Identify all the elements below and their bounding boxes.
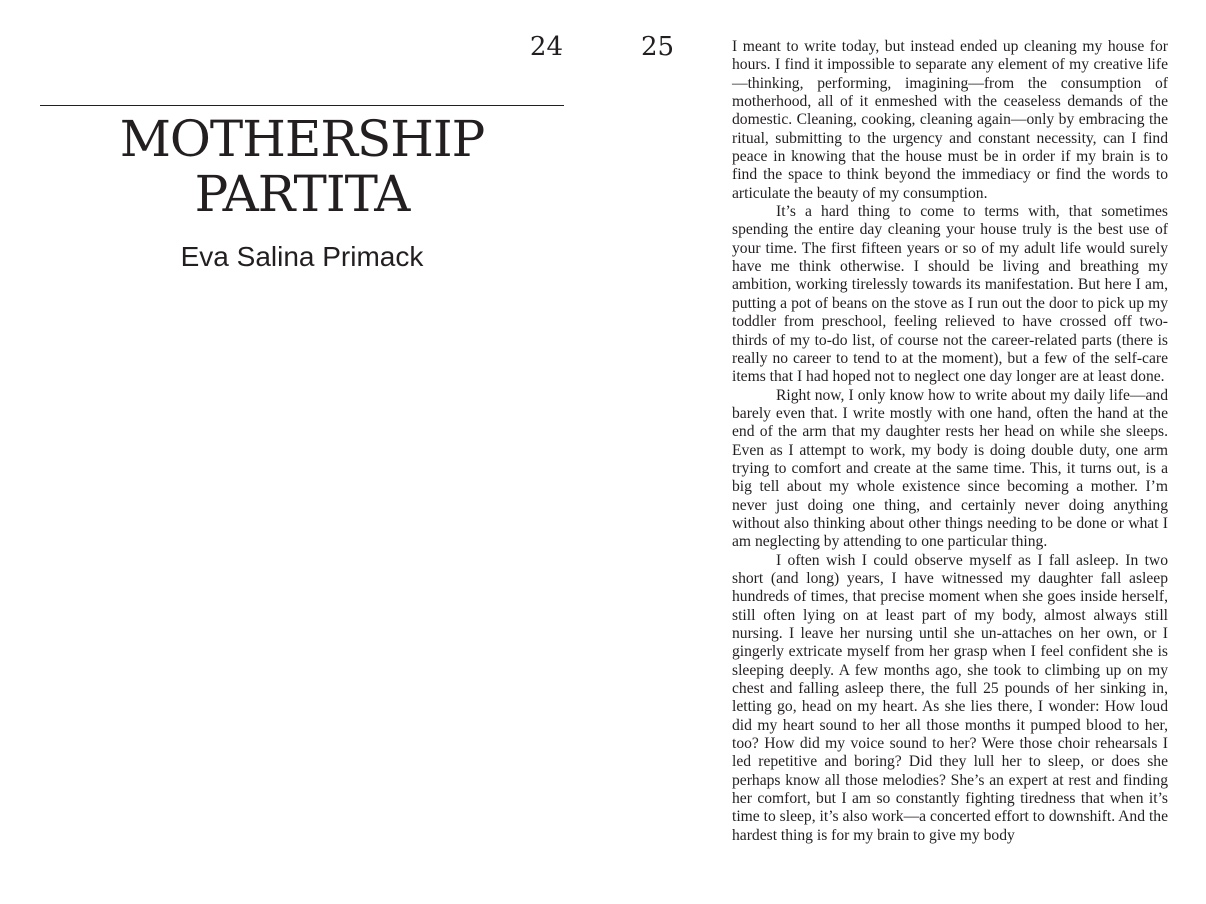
right-page bbox=[603, 0, 1206, 904]
chapter-title-line-2: PARTITA bbox=[194, 165, 410, 223]
paragraph: Right now, I only know how to write about my daily life—and barely even that. I write mostly with one hand, often the hand at the end of the arm that my daughter rests her head on while she sleeps. Even as I attempt to work, my body is doing double duty, one arm trying to comfort and create at the same time. This, it turns out, is a big tell about my whole existence since becoming a mother. I’m never just doing one thing, and certainly never doing anything without also thinking about other things needing to be done or what I am neglecting by attending to one particular thing. bbox=[732, 386, 1168, 551]
page-number-left: 24 bbox=[529, 32, 563, 62]
title-rule bbox=[40, 105, 564, 106]
paragraph: I meant to write today, but instead ended up cleaning my house for hours. I find it impossible to separate any element of my creative life—thinking, performing, imagining—from the consumption of motherhood, all of it enmeshed with the ceaseless demands of the domestic. Cleaning, cooking, cleaning again—only by embracing the ritual, submitting to the urgency and constant necessity, can I find peace in knowing that the house must be in order if my brain is to find the space to think beyond the immediacy or find the words to articulate the beauty of my consumption. bbox=[732, 38, 1168, 202]
page-number-right: 25 bbox=[641, 32, 675, 62]
author-name: Eva Salina Primack bbox=[180, 241, 424, 272]
chapter-title bbox=[40, 112, 564, 222]
paragraph: I often wish I could observe myself as I fall asleep. In two short (and long) years, I have witnessed my daughter fall asleep hundreds of times, that precise moment when she goes inside herself, still often lying on at least part of my body, almost always still nursing. I leave her nursing until she un-attaches on her own, or I gingerly extricate myself from her grasp when I feel confident she is sleeping deeply. A few months ago, she took to climbing up on my chest and falling asleep there, the full 25 pounds of her sinking in, letting go, head on my heart. As she lies there, I wonder: How loud did my heart sound to her all those months it pumped blood to her, too? How did my voice sound to her? Were those choir rehearsals I led repetitive and boring? Did they lull her to sleep, or does she perhaps know all those melodies? She’s an expert at rest and finding her comfort, but I am so constantly fighting tiredness that when it’s time to sleep, it’s also work—a concerted effort to downshift. And the hardest thing is for my brain to give my body bbox=[732, 551, 1168, 844]
chapter-title-line-1: MOTHERSHIP bbox=[119, 110, 485, 168]
body-text bbox=[732, 38, 1168, 845]
paragraph: It’s a hard thing to come to terms with, that sometimes spending the entire day cleaning your house truly is the best use of your time. The first fifteen years or so of my adult life would surely have me think otherwise. I should be living and breathing my ambition, working tirelessly towards its manifestation. But here I am, putting a pot of beans on the stove as I run out the door to pick up my toddler from preschool, feeling relieved to have crossed off two-thirds of my to-do list, of course not the career-related parts (there is really no career to tend to at the moment), but a few of the self-care items that I had hoped not to neglect one day longer are at least done. bbox=[732, 203, 1168, 386]
